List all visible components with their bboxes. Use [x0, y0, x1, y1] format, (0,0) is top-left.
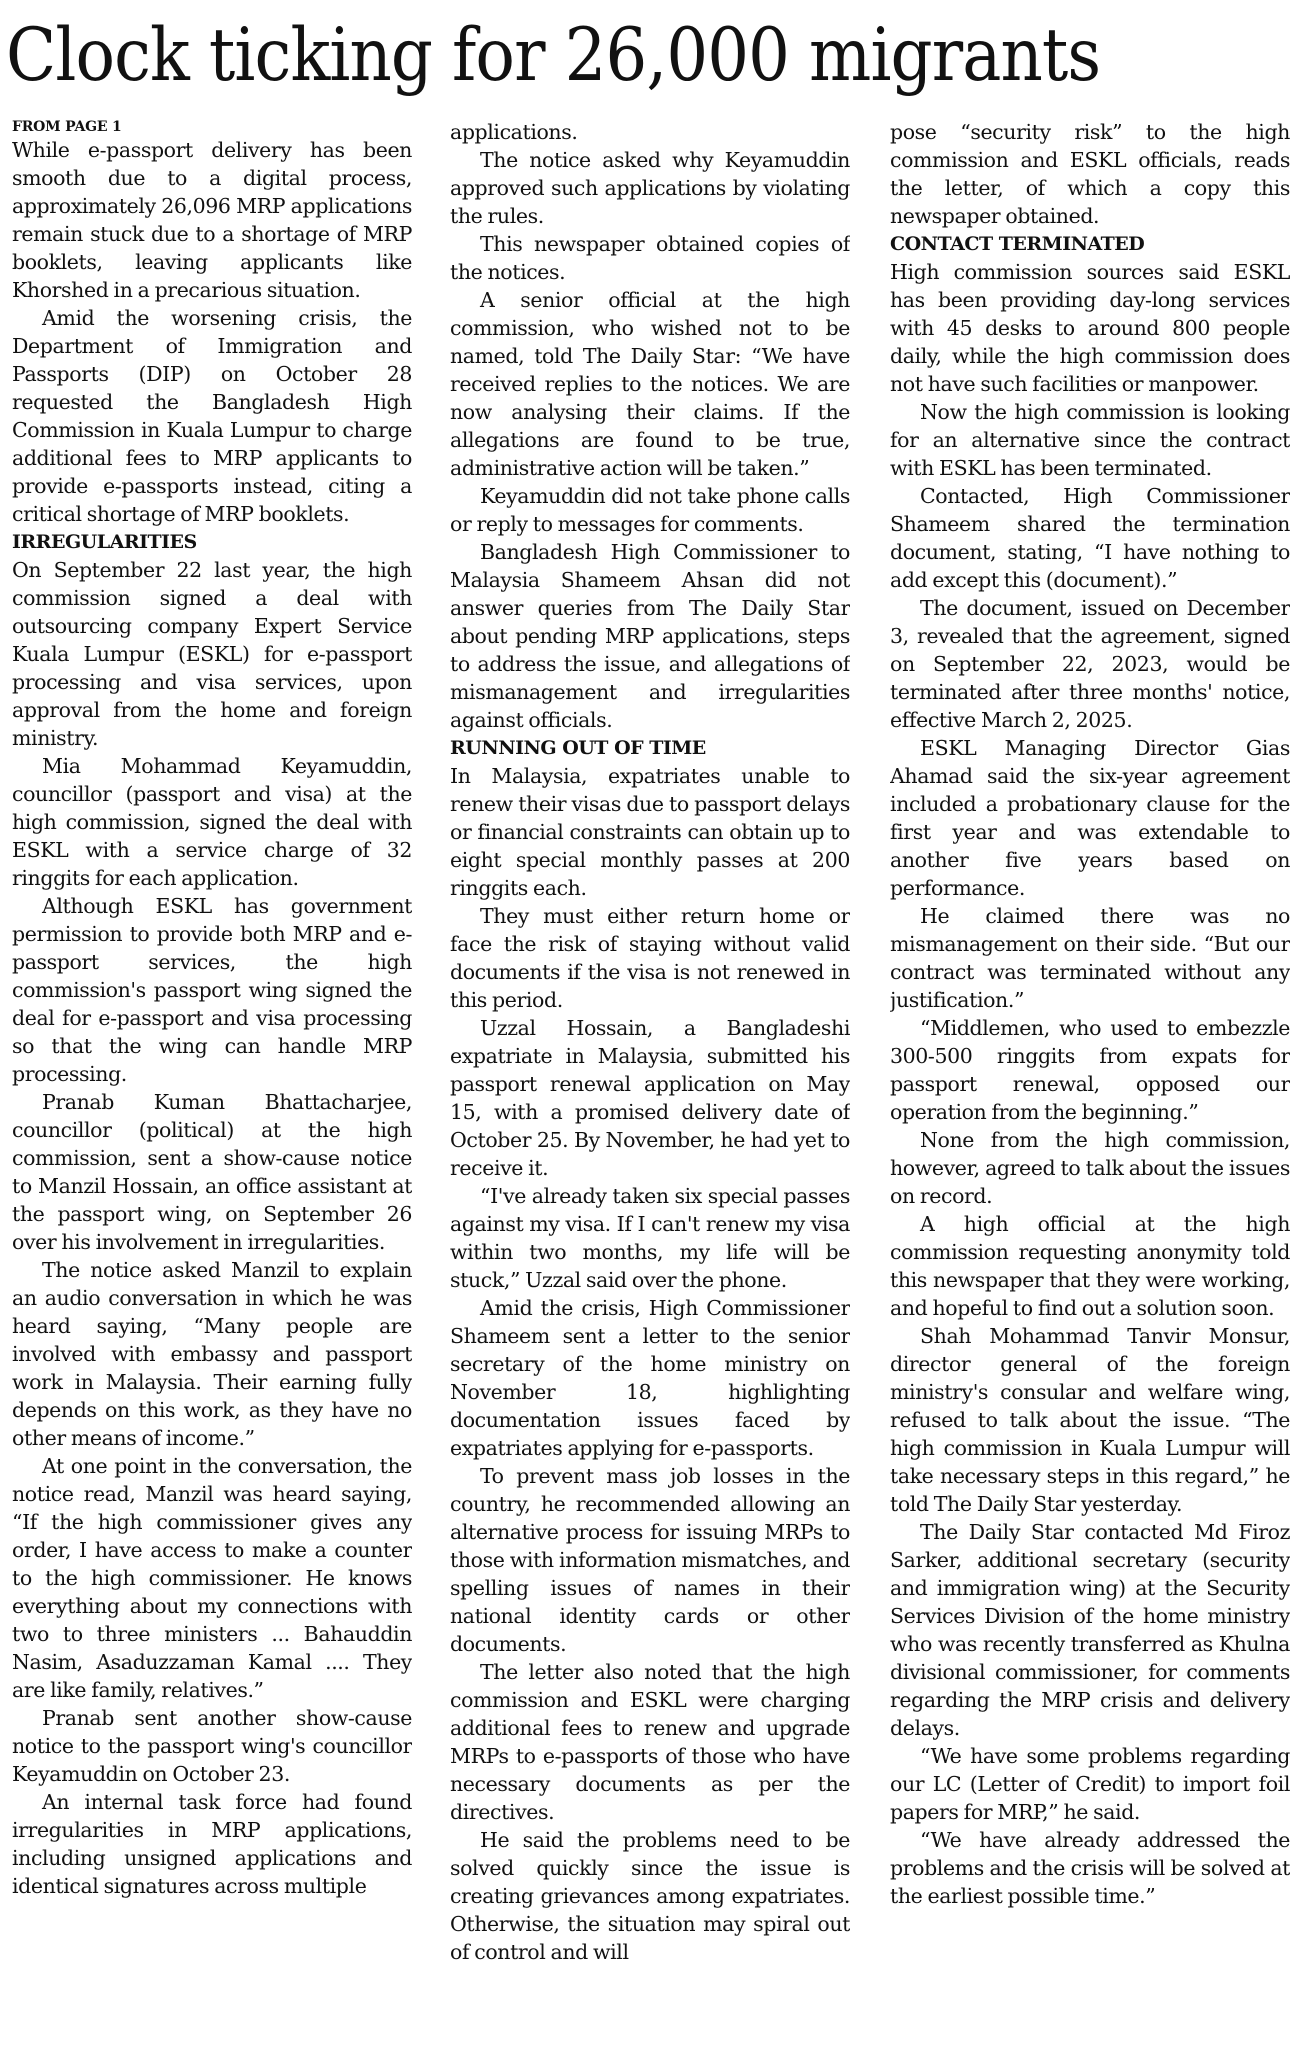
paragraph: Mia Mohammad Keyamuddin, councillor (passport and visa) at the high commission, signed the deal with ESKL with a service charge of 32 ringgits for each application. — [12, 754, 412, 890]
paragraph: A high official at the high commission requesting anonymity told this newspaper that they were working, and hopeful to find out a solution soon. — [890, 1212, 1290, 1320]
paragraph: The document, issued on December 3, revealed that the agreement, signed on September 22, 2023, would be terminated after three months' notice, effective March 2, 2025. — [890, 596, 1290, 732]
paragraph: The notice asked why Keyamuddin approved such applications by violating the rules. — [450, 148, 850, 228]
paragraph: The Daily Star contacted Md Firoz Sarker, additional secretary (security and immigration wing) at the Security Services Division of the home ministry who was recently transferred as Khulna divisional commissioner, for comments regarding the MRP crisis and delivery delays. — [890, 1520, 1290, 1740]
article-column-3 — [890, 118, 1290, 2062]
paragraph: Amid the crisis, High Commissioner Shameem sent a letter to the senior secretary of the home ministry on November 18, highlighting documentation issues faced by expatriates applying for e-passports. — [450, 1296, 850, 1460]
paragraph: Pranab sent another show-cause notice to the passport wing's councillor Keyamuddin on October 23. — [12, 1706, 412, 1786]
paragraph: Contacted, High Commissioner Shameem shared the termination document, stating, “I have nothing to add except this (document).” — [890, 484, 1290, 592]
paragraph: He said the problems need to be solved quickly since the issue is creating grievances among expatriates. Otherwise, the situation may spiral out of control and will — [450, 1828, 850, 1964]
paragraph: Bangladesh High Commissioner to Malaysia Shameem Ahsan did not answer queries from The Daily Star about pending MRP applications, steps to address the issue, and allegations of mismanagement and irregularities against officials. — [450, 540, 850, 732]
paragraph: In Malaysia, expatriates unable to renew their visas due to passport delays or financial constraints can obtain up to eight special monthly passes at 200 ringgits each. — [450, 764, 850, 900]
paragraph: Now the high commission is looking for an alternative since the contract with ESKL has been terminated. — [890, 400, 1290, 480]
paragraph: This newspaper obtained copies of the notices. — [450, 232, 850, 284]
paragraph: The notice asked Manzil to explain an audio conversation in which he was heard saying, “Many people are involved with embassy and passport work in Malaysia. Their earning fully depends on this work, as they have no other means of income.” — [12, 1258, 412, 1450]
paragraph: The letter also noted that the high commission and ESKL were charging additional fees to renew and upgrade MRPs to e-passports of those who have necessary documents as per the directives. — [450, 1660, 850, 1824]
paragraph: “Middlemen, who used to embezzle 300-500 ringgits from expats for passport renewal, opposed our operation from the beginning.” — [890, 1016, 1290, 1124]
paragraph: High commission sources said ESKL has been providing day-long services with 45 desks to around 800 people daily, while the high commission does not have such facilities or manpower. — [890, 260, 1290, 396]
section-subhead: IRREGULARITIES — [12, 531, 197, 553]
paragraph: ESKL Managing Director Gias Ahamad said the six-year agreement included a probationary clause for the first year and was extendable to another five years based on performance. — [890, 736, 1290, 900]
paragraph: To prevent mass job losses in the country, he recommended allowing an alternative process for issuing MRPs to those with information mismatches, and spelling issues of names in their national identity cards or other documents. — [450, 1464, 850, 1656]
paragraph: Although ESKL has government permission to provide both MRP and e-passport services, the high commission's passport wing signed the deal for e-passport and visa processing so that the wing can handle MRP processing. — [12, 894, 412, 1086]
article-column-2 — [450, 118, 850, 2062]
article-body — [12, 118, 1296, 2062]
headline: Clock ticking for 26,000 migrants — [6, 13, 1101, 98]
paragraph: He claimed there was no mismanagement on their side. “But our contract was terminated without any justification.” — [890, 904, 1290, 1012]
paragraph: pose “security risk” to the high commission and ESKL officials, reads the letter, of which a copy this newspaper obtained. — [890, 120, 1290, 228]
paragraph: While e-passport delivery has been smooth due to a digital process, approximately 26,096 MRP applications remain stuck due to a shortage of MRP booklets, leaving applicants like Khorshed in a precarious situation. — [12, 138, 412, 302]
paragraph: “We have some problems regarding our LC (Letter of Credit) to import foil papers for MRP,” he said. — [890, 1744, 1290, 1824]
article-column-1 — [12, 118, 412, 2062]
paragraph: Shah Mohammad Tanvir Monsur, director general of the foreign ministry's consular and welfare wing, refused to talk about the issue. “The high commission in Kuala Lumpur will take necessary steps in this regard,” he told The Daily Star yesterday. — [890, 1324, 1290, 1516]
paragraph: Keyamuddin did not take phone calls or reply to messages for comments. — [450, 484, 850, 536]
paragraph: Pranab Kuman Bhattacharjee, councillor (political) at the high commission, sent a show-cause notice to Manzil Hossain, an office assistant at the passport wing, on September 26 over his involvement in irregularities. — [12, 1090, 412, 1254]
paragraph: None from the high commission, however, agreed to talk about the issues on record. — [890, 1128, 1290, 1208]
paragraph: Amid the worsening crisis, the Department of Immigration and Passports (DIP) on October 28 requested the Bangladesh High Commission in Kuala Lumpur to charge additional fees to MRP applicants to provide e-passports instead, citing a critical shortage of MRP booklets. — [12, 306, 412, 526]
section-subhead: RUNNING OUT OF TIME — [450, 737, 706, 759]
jump-kicker: FROM PAGE 1 — [12, 119, 122, 135]
paragraph: An internal task force had found irregularities in MRP applications, including unsigned applications and identical signatures across multiple — [12, 1790, 412, 1898]
paragraph: On September 22 last year, the high commission signed a deal with outsourcing company Expert Service Kuala Lumpur (ESKL) for e-passport processing and visa services, upon approval from the home and foreign ministry. — [12, 558, 412, 750]
paragraph: They must either return home or face the risk of staying without valid documents if the visa is not renewed in this period. — [450, 904, 850, 1012]
paragraph: “I've already taken six special passes against my visa. If I can't renew my visa within two months, my life will be stuck,” Uzzal said over the phone. — [450, 1184, 850, 1292]
paragraph: A senior official at the high commission, who wished not to be named, told The Daily Star: “We have received replies to the notices. We are now analysing their claims. If the allegations are found to be true, administrative action will be taken.” — [450, 288, 850, 480]
section-subhead: CONTACT TERMINATED — [890, 233, 1145, 255]
paragraph: “We have already addressed the problems and the crisis will be solved at the earliest possible time.” — [890, 1828, 1290, 1908]
paragraph: At one point in the conversation, the notice read, Manzil was heard saying, “If the high commissioner gives any order, I have access to make a counter to the high commissioner. He knows everything about my connections with two to three ministers ... Bahauddin Nasim, Asaduzzaman Kamal .... They are like family, relatives.” — [12, 1454, 412, 1702]
paragraph: Uzzal Hossain, a Bangladeshi expatriate in Malaysia, submitted his passport renewal application on May 15, with a promised delivery date of October 25. By November, he had yet to receive it. — [450, 1016, 850, 1180]
paragraph: applications. — [450, 120, 578, 144]
